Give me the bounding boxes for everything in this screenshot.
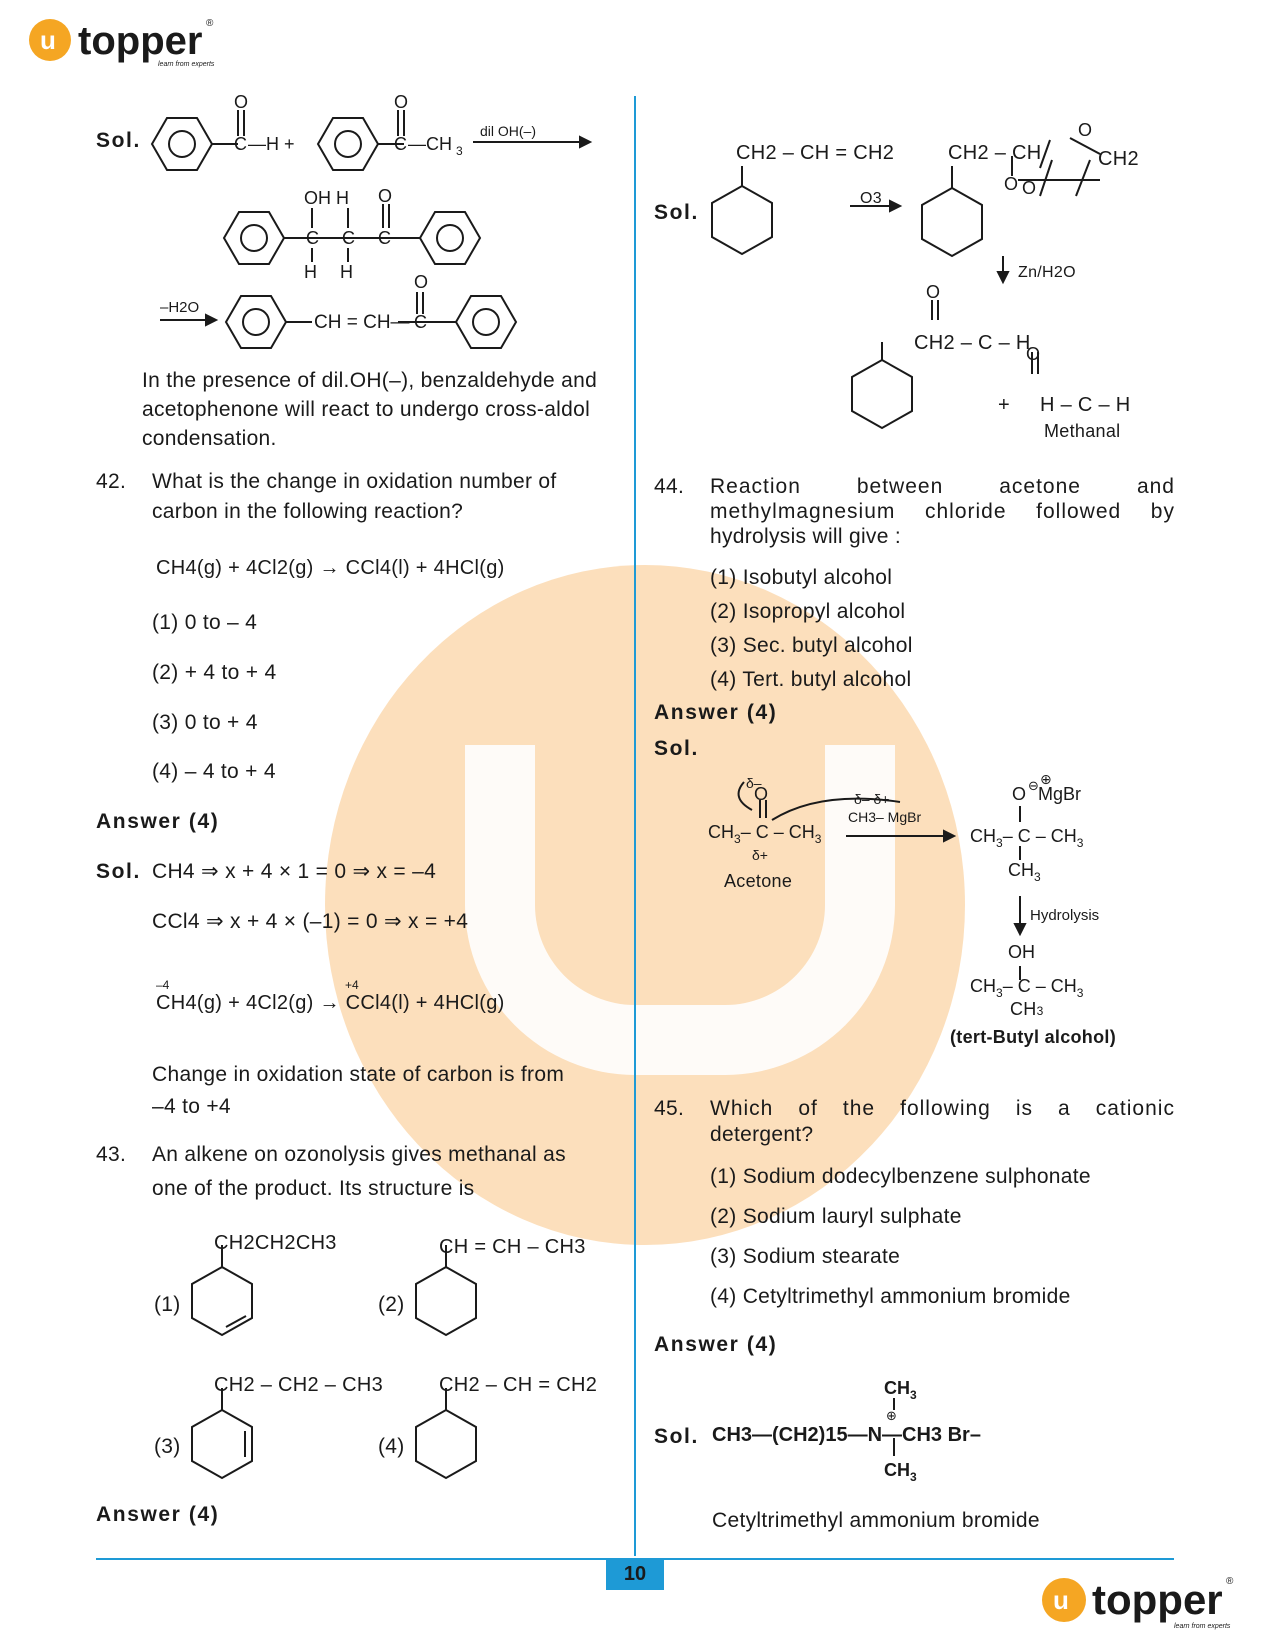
q43-sol-ozonide-ch2: CH2	[1098, 148, 1139, 170]
q44-question-line-3: hydrolysis will give :	[710, 525, 901, 548]
q42-number: 42.	[96, 470, 127, 493]
q44-word: followed	[1036, 500, 1122, 523]
svg-text:CH3– C – CH3: $CH_3-$ C – $CH_3$	[708, 822, 822, 846]
svg-text:O: O	[1078, 120, 1093, 140]
svg-text:MgBr: MgBr	[1038, 784, 1082, 804]
q43-question-1: An alkene on ozonolysis gives methanal as	[152, 1143, 566, 1166]
q42-change-2: –4 to +4	[152, 1095, 231, 1118]
svg-text:CH3– MgBr: CH3– MgBr	[848, 809, 922, 825]
q43-sol-methanal: Methanal	[1044, 421, 1121, 441]
q44-option-3: (3) Sec. butyl alcohol	[710, 634, 913, 657]
page-number: 10	[606, 1558, 664, 1590]
q42-option-2: (2) + 4 to + 4	[152, 661, 277, 684]
q43-sol-product: CH2 – C – H	[914, 332, 1031, 354]
q45-formula: CH3—(CH2)15—N—CH3 Br–	[712, 1424, 981, 1446]
q42-change-1: Change in oxidation state of carbon is from	[152, 1063, 565, 1086]
q44-word: by	[1150, 500, 1175, 523]
q45-word: cationic	[1095, 1097, 1175, 1120]
q43-sol-reagent: O3	[860, 190, 882, 207]
q44-option-2: (2) Isopropyl alcohol	[710, 600, 906, 623]
brand-logo-icon	[28, 14, 228, 70]
q43-sol-zn: Zn/H2O	[1018, 264, 1076, 281]
q44-option-1: (1) Isobutyl alcohol	[710, 566, 893, 589]
svg-text:C: C	[394, 134, 407, 154]
q43-option-1-label: (1)	[154, 1293, 181, 1316]
svg-text:u: u	[1053, 1585, 1069, 1615]
q41-explanation-1: In the presence of dil.OH(–), benzaldehyde and	[142, 369, 598, 392]
q44-product-ch3: CH3	[1010, 999, 1044, 1019]
q43-option-4-formula: CH2 – CH = CH2	[439, 1374, 598, 1396]
q44-product-label: (tert-Butyl alcohol)	[950, 1027, 1116, 1047]
svg-text:CH3: $CH_3$	[884, 1460, 917, 1484]
svg-text:dil OH(–): dil OH(–)	[480, 123, 537, 139]
svg-text:H: H	[304, 262, 317, 282]
q42-question-2: carbon in the following reaction?	[152, 500, 464, 523]
q44-option-4: (4) Tert. butyl alcohol	[710, 668, 912, 691]
q44-word: Reaction	[710, 475, 801, 498]
q42-option-3: (3) 0 to + 4	[152, 711, 258, 734]
q45-caption: Cetyltrimethyl ammonium bromide	[712, 1509, 1040, 1532]
svg-text:learn from experts: learn from experts	[158, 61, 215, 68]
q44-word: chloride	[925, 500, 1007, 523]
svg-text:C: C	[306, 228, 319, 248]
svg-text:δ+: δ+	[752, 847, 768, 863]
q42-sol-line-2: CCl4 ⇒ x + 4 × (–1) = 0 ⇒ x = +4	[152, 910, 469, 933]
svg-text:C: C	[234, 134, 247, 154]
q44-number: 44.	[654, 475, 685, 498]
q42-option-1: (1) 0 to – 4	[152, 611, 258, 634]
svg-text:C: C	[414, 312, 427, 332]
brand-logo	[28, 14, 228, 75]
q45-option-4: (4) Cetyltrimethyl ammonium bromide	[710, 1285, 1071, 1308]
svg-text:3: 3	[456, 144, 463, 158]
svg-text:CH3– C – CH3: $CH_3-$ C – $CH_3$	[970, 826, 1084, 850]
svg-text:CH3: $CH_3$	[1008, 860, 1041, 884]
q43-number: 43.	[96, 1143, 127, 1166]
svg-text:®: ®	[206, 18, 214, 29]
q44-word: acetone	[999, 475, 1081, 498]
svg-text:O: O	[378, 186, 393, 206]
q44-answer: Answer (4)	[654, 701, 778, 724]
q45-word: the	[842, 1097, 876, 1120]
svg-text:—H +: —H +	[248, 134, 295, 154]
q42-reaction-annotated: CH4(g) + 4Cl2(g) → CCl4(l) + 4HCl(g)	[156, 992, 505, 1014]
svg-text:learn from experts: learn from experts	[1174, 1623, 1231, 1630]
q41-explanation-2: acetophenone will react to undergo cross-aldol	[142, 398, 591, 421]
svg-text:u: u	[40, 25, 56, 55]
svg-text:CH3– C – CH3: $CH_3-$ C – $CH_3$	[970, 976, 1084, 1000]
q42-ox-plus: +4	[345, 978, 359, 992]
q42-sol-label: Sol.	[96, 860, 141, 883]
svg-text:—CH: —CH	[408, 134, 452, 154]
q45-question-line-2: detergent?	[710, 1123, 814, 1146]
q43-option-1-formula: CH2CH2CH3	[214, 1232, 337, 1254]
footer-logo	[1040, 1572, 1240, 1639]
q45-word: a	[1058, 1097, 1071, 1120]
q43-option-2-formula: CH = CH – CH3	[439, 1236, 586, 1258]
q42-ox-minus: –4	[156, 978, 170, 992]
q44-word: and	[1136, 475, 1175, 498]
q43-option-2-label: (2)	[378, 1293, 405, 1316]
q45-sol-label: Sol.	[654, 1425, 699, 1448]
q45-word: following	[900, 1097, 991, 1120]
q43-sol-plus: +	[998, 394, 1010, 416]
q43-sol-ozonide: CH2 – CH	[948, 142, 1042, 164]
q43-option-3-label: (3)	[154, 1435, 181, 1458]
footer-logo-icon	[1040, 1572, 1240, 1634]
svg-text:⊕: ⊕	[886, 1408, 897, 1423]
svg-text:O: O	[1012, 784, 1027, 804]
svg-text:C: C	[378, 228, 391, 248]
svg-text:O: O	[1022, 178, 1037, 198]
svg-text:–H2O: –H2O	[160, 299, 200, 316]
svg-text:O: O	[394, 92, 409, 112]
q41-aldol-diagram	[140, 92, 610, 352]
q43-sol-label: Sol.	[654, 201, 699, 224]
q43-sol-start: CH2 – CH = CH2	[736, 142, 895, 164]
svg-text:OH H: OH H	[304, 188, 349, 208]
q42-sol-line-1: CH4 ⇒ x + 4 × 1 = 0 ⇒ x = –4	[152, 860, 437, 883]
q41-sol-label: Sol.	[96, 129, 141, 152]
q44-acetone-label: Acetone	[724, 871, 793, 891]
svg-text:O: O	[234, 92, 249, 112]
q45-word: of	[798, 1097, 818, 1120]
q45-word: is	[1015, 1097, 1034, 1120]
svg-text:H: H	[340, 262, 353, 282]
svg-text:O: O	[754, 784, 769, 804]
svg-text:topper: topper	[1092, 1576, 1223, 1623]
q42-question-1: What is the change in oxidation number of	[152, 470, 557, 493]
svg-text:®: ®	[1226, 1576, 1234, 1587]
svg-text:Hydrolysis: Hydrolysis	[1030, 907, 1100, 924]
svg-text:CH = CH—: CH = CH—	[314, 312, 410, 333]
q43-option-4-label: (4)	[378, 1435, 405, 1458]
q41-explanation-3: condensation.	[142, 427, 277, 450]
q43-ozonolysis-diagram	[700, 120, 1180, 440]
svg-text:OH: OH	[1008, 942, 1035, 962]
svg-text:CH3: $CH_3$	[884, 1378, 917, 1402]
q42-reaction: CH4(g) + 4Cl2(g) → CCl4(l) + 4HCl(g)	[156, 557, 505, 579]
q42-option-4: (4) – 4 to + 4	[152, 760, 276, 783]
q45-answer: Answer (4)	[654, 1333, 778, 1356]
q44-word: between	[856, 475, 944, 498]
q42-answer: Answer (4)	[96, 810, 220, 833]
q43-question-2: one of the product. Its structure is	[152, 1177, 475, 1200]
svg-text:topper: topper	[78, 19, 203, 63]
svg-text:⊖: ⊖	[1028, 778, 1039, 793]
svg-text:⊕: ⊕	[1040, 771, 1052, 787]
svg-text:O: O	[1026, 344, 1041, 364]
q44-sol-label: Sol.	[654, 737, 699, 760]
svg-text:δ–: δ–	[746, 775, 762, 791]
svg-text:δ– δ+: δ– δ+	[854, 791, 890, 807]
svg-text:C: C	[342, 228, 355, 248]
q45-option-2: (2) Sodium lauryl sulphate	[710, 1205, 962, 1228]
q45-option-3: (3) Sodium stearate	[710, 1245, 901, 1268]
q43-answer: Answer (4)	[96, 1503, 220, 1526]
q45-word: Which	[710, 1097, 774, 1120]
column-divider	[634, 96, 636, 1556]
q43-sol-hch: H – C – H	[1040, 394, 1131, 416]
q45-number: 45.	[654, 1097, 685, 1120]
svg-text:O: O	[1004, 174, 1019, 194]
svg-text:O: O	[414, 272, 429, 292]
q44-word: methylmagnesium	[710, 500, 896, 523]
svg-text:O: O	[926, 282, 941, 302]
q43-option-3-formula: CH2 – CH2 – CH3	[214, 1374, 384, 1396]
q45-option-1: (1) Sodium dodecylbenzene sulphonate	[710, 1165, 1091, 1188]
